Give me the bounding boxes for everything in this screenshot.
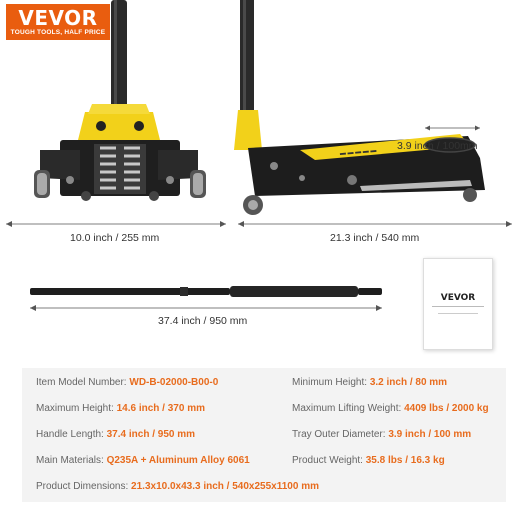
spec-tray-diameter [292, 429, 471, 440]
spec-label: Handle Length: [36, 429, 104, 440]
spec-model [36, 377, 218, 388]
spec-value: Q235A + Aluminum Alloy 6061 [106, 455, 250, 466]
spec-label: Minimum Height: [292, 377, 368, 388]
spec-label: Product Weight: [292, 455, 363, 466]
spec-handle-length [36, 429, 195, 440]
spec-label: Item Model Number: [36, 377, 127, 388]
front-width-label: 10.0 inch / 255 mm [70, 232, 160, 244]
spec-value: 4409 lbs / 2000 kg [404, 403, 489, 414]
specs-panel [22, 368, 506, 502]
side-length-label: 21.3 inch / 540 mm [330, 232, 420, 244]
spec-value: 3.9 inch / 100 mm [388, 429, 472, 440]
spec-min-height [292, 377, 447, 388]
spec-materials [36, 455, 250, 466]
spec-label: Main Materials: [36, 455, 104, 466]
handle-length-label: 37.4 inch / 950 mm [158, 315, 248, 327]
spec-max-height [36, 403, 205, 414]
jack-front-view [6, 0, 226, 227]
spec-value: 3.2 inch / 80 mm [369, 377, 448, 388]
user-manual-image [423, 258, 493, 350]
spec-value: WD-B-02000-B00-0 [129, 377, 219, 388]
tray-diameter-label: 3.9 inch / 100mm [397, 140, 478, 152]
spec-value: 21.3x10.0x43.3 inch / 540x255x1100 mm [131, 481, 319, 492]
manual-divider [438, 313, 478, 314]
spec-label: Maximum Lifting Weight: [292, 403, 402, 414]
spec-value: 37.4 inch / 950 mm [106, 429, 196, 440]
brand-name: VEVOR [18, 6, 98, 30]
spec-value: 35.8 lbs / 16.3 kg [365, 455, 445, 466]
spec-label: Product Dimensions: [36, 481, 129, 492]
brand-tagline: TOUGH TOOLS, HALF PRICE [10, 29, 106, 36]
handle-view [30, 286, 382, 311]
manual-brand: VEVOR [440, 293, 476, 303]
spec-label: Maximum Height: [36, 403, 114, 414]
side-label-text: ▬ ▬ ▬ ▬ ▬ [339, 147, 377, 157]
manual-divider [432, 306, 484, 309]
spec-value: 14.6 inch / 370 mm [116, 403, 205, 414]
jack-side-view [234, 0, 512, 227]
spec-max-lifting-weight [292, 403, 489, 414]
spec-label: Tray Outer Diameter: [292, 429, 386, 440]
spec-product-dimensions [36, 481, 319, 492]
spec-product-weight [292, 455, 445, 466]
